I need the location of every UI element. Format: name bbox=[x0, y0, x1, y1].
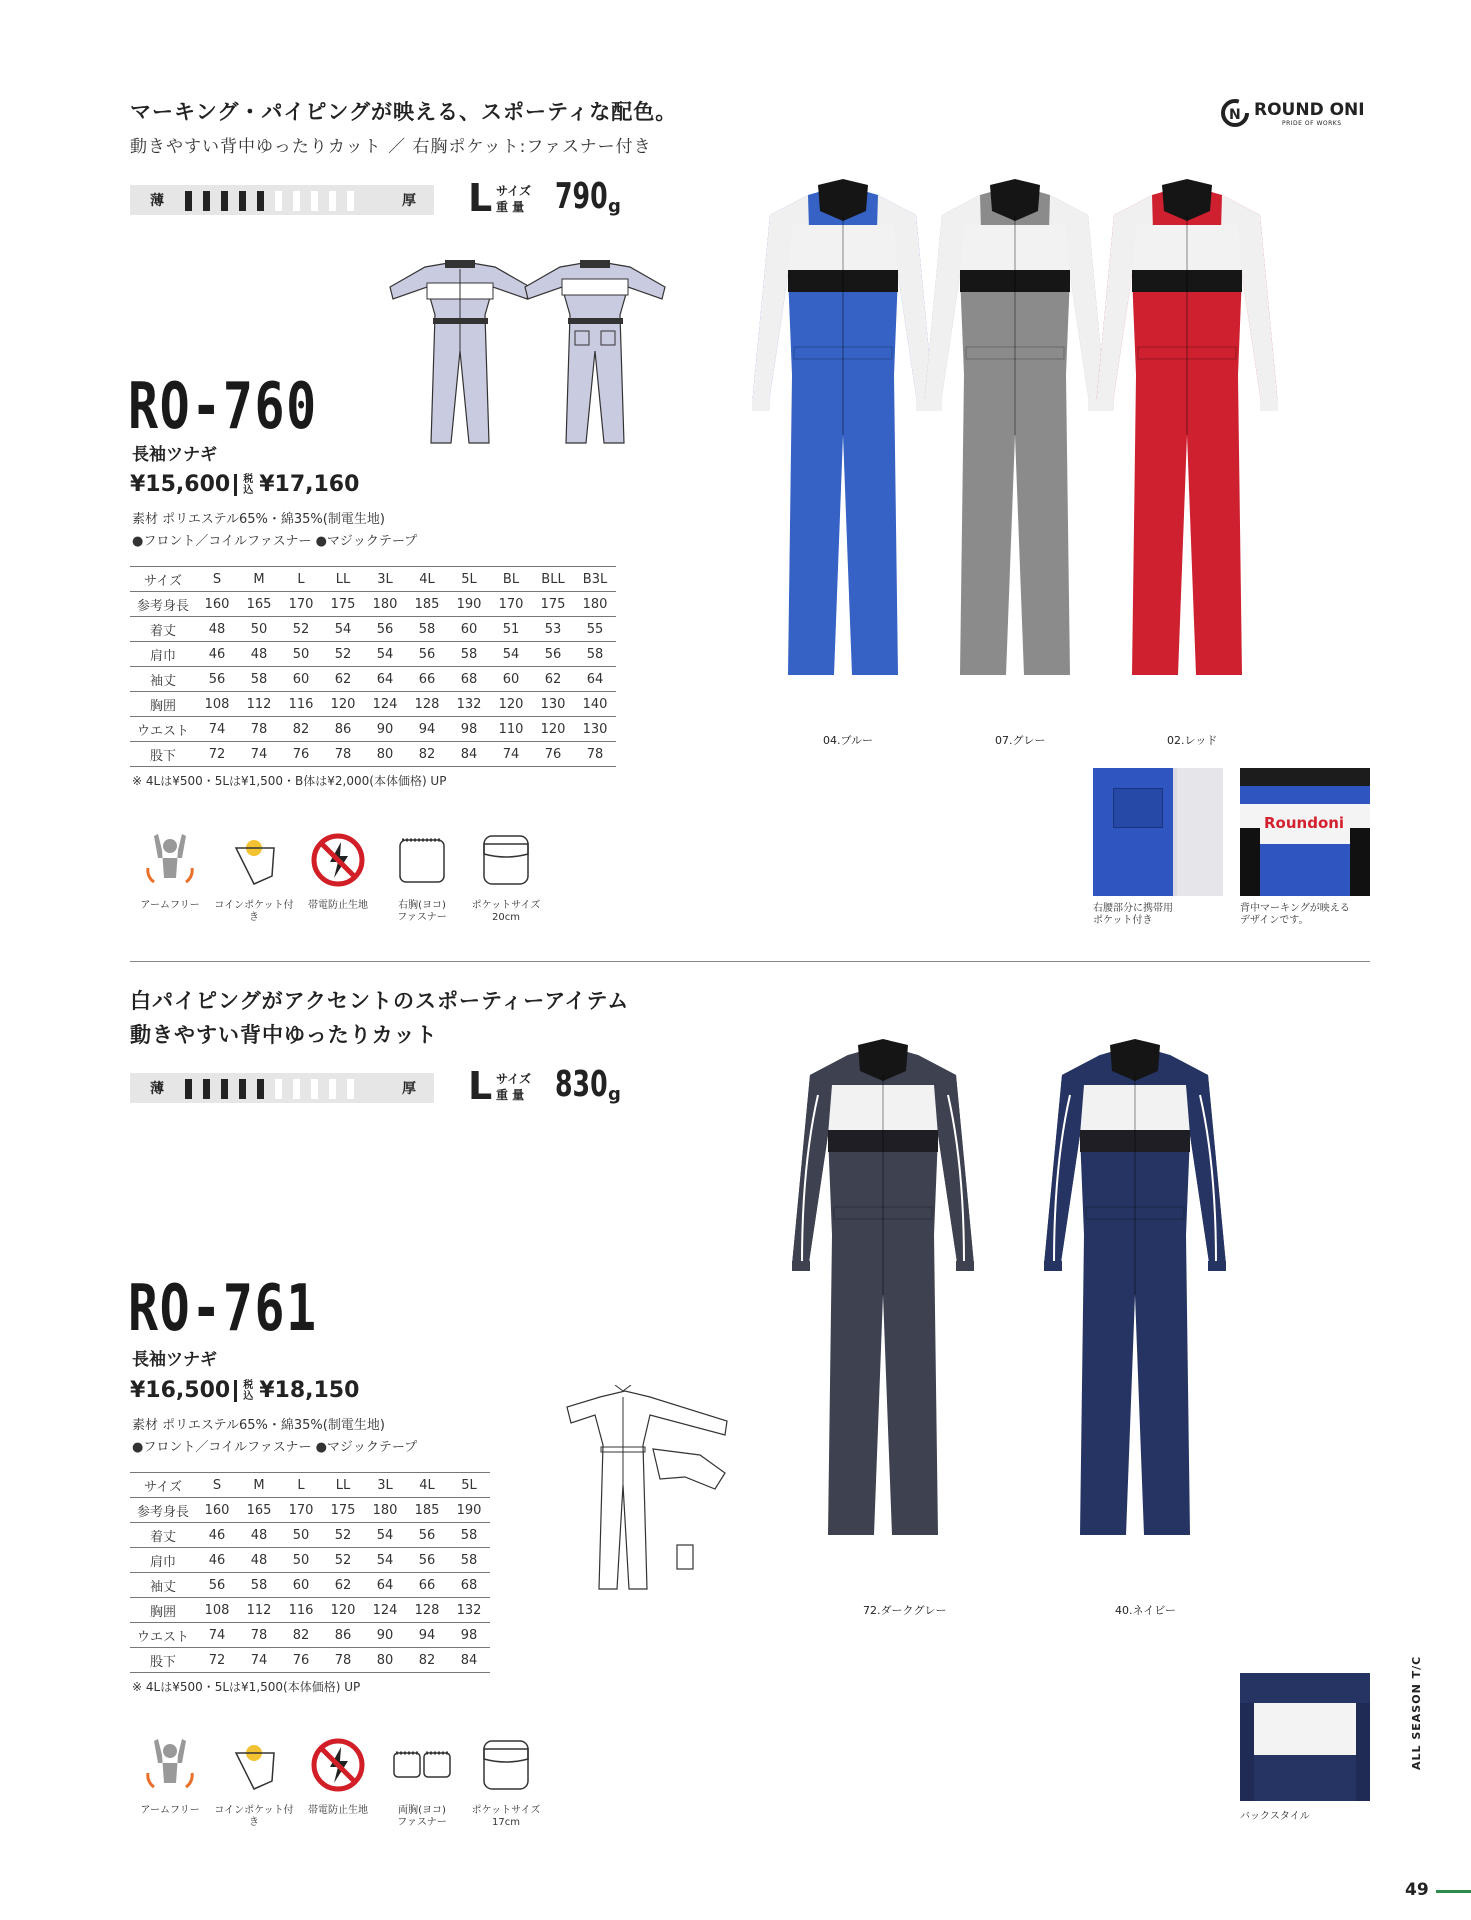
table-row bbox=[130, 1548, 490, 1573]
table-cell: 78 bbox=[322, 742, 364, 767]
table-cell: 86 bbox=[322, 717, 364, 742]
table-cell: 56 bbox=[196, 667, 238, 692]
table-cell: 165 bbox=[238, 592, 280, 617]
features-text: ●フロント／コイルファスナー ●マジックテープ bbox=[132, 534, 418, 549]
table-cell: 53 bbox=[532, 617, 574, 642]
pocket-size-icon bbox=[476, 830, 536, 894]
table-cell: 108 bbox=[196, 1598, 238, 1623]
table-cell: 130 bbox=[532, 692, 574, 717]
section1-subline: 動きやすい背中ゆったりカット ／ 右胸ポケット:ファスナー付き bbox=[130, 137, 652, 157]
table-cell: 62 bbox=[322, 667, 364, 692]
table-cell: 76 bbox=[280, 1648, 322, 1673]
table-cell: 54 bbox=[322, 617, 364, 642]
detail-caption-back-style: バックスタイル bbox=[1240, 1811, 1310, 1822]
feature-icon-label: アームフリー bbox=[140, 1805, 200, 1816]
table-cell: 116 bbox=[280, 1598, 322, 1623]
thickness-thick-label: 厚 bbox=[402, 1081, 416, 1097]
table-cell: 98 bbox=[448, 717, 490, 742]
table-cell: 120 bbox=[322, 692, 364, 717]
table-cell: 50 bbox=[238, 617, 280, 642]
table-row-label: サイズ bbox=[130, 1473, 196, 1498]
section2-headline-2: 動きやすい背中ゆったりカット bbox=[130, 1023, 438, 1047]
table-cell: 60 bbox=[490, 667, 532, 692]
table-cell: 46 bbox=[196, 1523, 238, 1548]
table-cell: 190 bbox=[448, 1498, 490, 1523]
detail-caption-pocket: 右腰部分に携帯用 ポケット付き bbox=[1093, 903, 1173, 926]
table-cell: 132 bbox=[448, 1598, 490, 1623]
table-cell: 50 bbox=[280, 642, 322, 667]
table-header-row bbox=[130, 1473, 490, 1498]
table-cell: S bbox=[196, 1473, 238, 1498]
table-cell: 60 bbox=[280, 1573, 322, 1598]
thickness-segment bbox=[221, 191, 228, 211]
pocket-size-icon bbox=[476, 1735, 536, 1799]
thickness-segment bbox=[311, 191, 318, 211]
thickness-segment bbox=[185, 191, 192, 211]
table-cell: LL bbox=[322, 1473, 364, 1498]
table-cell: 48 bbox=[238, 642, 280, 667]
table-row bbox=[130, 592, 616, 617]
thickness-segment bbox=[293, 1079, 300, 1099]
table-cell: 132 bbox=[448, 692, 490, 717]
table-cell: 62 bbox=[322, 1573, 364, 1598]
table-cell: 58 bbox=[574, 642, 616, 667]
table-cell: 58 bbox=[448, 1523, 490, 1548]
table-cell: 185 bbox=[406, 592, 448, 617]
tax-label-1: 税 bbox=[243, 1380, 254, 1391]
material-text: 素材 ポリエステル65%・綿35%(制電生地) bbox=[132, 1418, 385, 1433]
table-cell: 160 bbox=[196, 592, 238, 617]
table-cell: 180 bbox=[364, 1498, 406, 1523]
table-cell: 160 bbox=[196, 1498, 238, 1523]
table-cell: 112 bbox=[238, 692, 280, 717]
page-accent-bar bbox=[1436, 1890, 1471, 1893]
table-cell: 50 bbox=[280, 1548, 322, 1573]
table-row-label: 股下 bbox=[130, 742, 196, 767]
color-label: 07.グレー bbox=[995, 734, 1046, 747]
price-with-tax: ¥17,160 bbox=[259, 472, 360, 497]
table-cell: 120 bbox=[490, 692, 532, 717]
table-cell: 120 bbox=[322, 1598, 364, 1623]
table-cell: M bbox=[238, 1473, 280, 1498]
table-cell: 5L bbox=[448, 1473, 490, 1498]
weight-size: L bbox=[468, 176, 493, 220]
thickness-segment bbox=[275, 1079, 282, 1099]
table-cell: M bbox=[238, 567, 280, 592]
table-cell: 60 bbox=[280, 667, 322, 692]
table-row bbox=[130, 1623, 490, 1648]
table-row-label: 参考身長 bbox=[130, 592, 196, 617]
table-cell: 56 bbox=[196, 1573, 238, 1598]
table-header-row bbox=[130, 567, 616, 592]
table-cell: 54 bbox=[364, 1523, 406, 1548]
table-cell: 94 bbox=[406, 717, 448, 742]
price-with-tax: ¥18,150 bbox=[259, 1378, 360, 1403]
table-row bbox=[130, 642, 616, 667]
thickness-segment bbox=[293, 191, 300, 211]
color-label: 02.レッド bbox=[1167, 734, 1218, 747]
table-cell: 56 bbox=[406, 1548, 448, 1573]
price-base: ¥15,600 bbox=[130, 472, 231, 497]
svg-text:N: N bbox=[1229, 107, 1241, 123]
tax-label bbox=[243, 1380, 253, 1402]
table-cell: 48 bbox=[238, 1548, 280, 1573]
table-cell: 74 bbox=[196, 1623, 238, 1648]
table-cell: 120 bbox=[532, 717, 574, 742]
table-cell: 64 bbox=[364, 1573, 406, 1598]
coverall-photo bbox=[788, 1035, 978, 1559]
table-cell: 190 bbox=[448, 592, 490, 617]
product-kind: 長袖ツナギ bbox=[132, 445, 217, 465]
table-cell: 56 bbox=[406, 642, 448, 667]
table-cell: 170 bbox=[280, 592, 322, 617]
table-cell: 52 bbox=[322, 642, 364, 667]
thickness-segment bbox=[329, 191, 336, 211]
table-cell: 130 bbox=[574, 717, 616, 742]
table-cell: 80 bbox=[364, 742, 406, 767]
table-cell: 86 bbox=[322, 1623, 364, 1648]
table-cell: 78 bbox=[574, 742, 616, 767]
flat-sketch-front bbox=[565, 1385, 735, 1590]
table-row-label: 着丈 bbox=[130, 1523, 196, 1548]
table-cell: 180 bbox=[364, 592, 406, 617]
table-cell: 58 bbox=[448, 1548, 490, 1573]
section2-headline-1: 白パイピングがアクセントのスポーティーアイテム bbox=[130, 989, 630, 1013]
table-cell: 165 bbox=[238, 1498, 280, 1523]
table-cell: 82 bbox=[280, 717, 322, 742]
table-cell: LL bbox=[322, 567, 364, 592]
detail-photo-back-marking bbox=[1240, 768, 1370, 896]
table-cell: 50 bbox=[280, 1523, 322, 1548]
thickness-segment bbox=[203, 191, 210, 211]
table-cell: 4L bbox=[406, 1473, 448, 1498]
color-label: 40.ネイビー bbox=[1115, 1604, 1176, 1617]
table-cell: 68 bbox=[448, 1573, 490, 1598]
arm-free-icon bbox=[140, 1735, 200, 1799]
table-cell: 4L bbox=[406, 567, 448, 592]
table-cell: 90 bbox=[364, 1623, 406, 1648]
table-cell: 112 bbox=[238, 1598, 280, 1623]
both-chest-zipper-icon bbox=[392, 1735, 452, 1799]
flat-sketch-front-back bbox=[385, 255, 675, 445]
tax-label-2: 込 bbox=[243, 1391, 254, 1402]
table-row bbox=[130, 1523, 490, 1548]
table-row-label: 股下 bbox=[130, 1648, 196, 1673]
table-row bbox=[130, 742, 616, 767]
surcharge-note: ※ 4Lは¥500・5Lは¥1,500・B体は¥2,000(本体価格) UP bbox=[132, 774, 447, 788]
table-row-label: 胸囲 bbox=[130, 1598, 196, 1623]
table-row bbox=[130, 617, 616, 642]
price-line bbox=[130, 1378, 359, 1403]
detail-caption-back: 背中マーキングが映える デザインです。 bbox=[1240, 903, 1350, 926]
thickness-segment bbox=[311, 1079, 318, 1099]
table-row-label: 胸囲 bbox=[130, 692, 196, 717]
features-text: ●フロント／コイルファスナー ●マジックテープ bbox=[132, 1440, 418, 1455]
table-cell: 124 bbox=[364, 692, 406, 717]
price-divider bbox=[234, 1380, 237, 1402]
thickness-segment bbox=[329, 1079, 336, 1099]
thickness-segment bbox=[257, 1079, 264, 1099]
thickness-thin-label: 薄 bbox=[150, 1081, 164, 1097]
model-number: RO-760 bbox=[128, 370, 318, 444]
weight-unit: g bbox=[608, 1084, 621, 1105]
table-row-label: サイズ bbox=[130, 567, 196, 592]
table-cell: L bbox=[280, 567, 322, 592]
table-cell: 80 bbox=[364, 1648, 406, 1673]
antistatic-icon bbox=[308, 830, 368, 894]
thickness-segment bbox=[239, 191, 246, 211]
table-cell: 74 bbox=[238, 1648, 280, 1673]
table-cell: 58 bbox=[238, 1573, 280, 1598]
table-row bbox=[130, 1598, 490, 1623]
weight-key-weight: 重 量 bbox=[496, 1088, 525, 1102]
table-cell: 116 bbox=[280, 692, 322, 717]
table-cell: 128 bbox=[406, 692, 448, 717]
table-row bbox=[130, 1648, 490, 1673]
table-cell: B3L bbox=[574, 567, 616, 592]
size-table bbox=[130, 1472, 490, 1673]
table-row-label: 肩巾 bbox=[130, 1548, 196, 1573]
table-cell: 128 bbox=[406, 1598, 448, 1623]
table-cell: 76 bbox=[532, 742, 574, 767]
thickness-segment bbox=[257, 191, 264, 211]
color-label: 72.ダークグレー bbox=[863, 1604, 947, 1617]
table-row-label: 着丈 bbox=[130, 617, 196, 642]
weight-key-size: サイズ bbox=[496, 184, 532, 198]
feature-icon-label: コインポケット付き bbox=[214, 1805, 294, 1828]
feature-icon-label: 帯電防止生地 bbox=[308, 1805, 368, 1816]
table-cell: 82 bbox=[406, 1648, 448, 1673]
coin-pocket-icon bbox=[224, 830, 284, 894]
table-cell: 180 bbox=[574, 592, 616, 617]
table-row-label: 袖丈 bbox=[130, 1573, 196, 1598]
table-cell: 76 bbox=[280, 742, 322, 767]
table-cell: 54 bbox=[364, 1548, 406, 1573]
price-base: ¥16,500 bbox=[130, 1378, 231, 1403]
coverall-photo bbox=[748, 175, 938, 699]
table-cell: 56 bbox=[532, 642, 574, 667]
table-row bbox=[130, 1498, 490, 1523]
thickness-segment bbox=[203, 1079, 210, 1099]
detail-photo-back-style bbox=[1240, 1673, 1370, 1801]
table-cell: 52 bbox=[322, 1523, 364, 1548]
table-cell: 48 bbox=[238, 1523, 280, 1548]
table-row-label: 肩巾 bbox=[130, 642, 196, 667]
table-cell: 54 bbox=[364, 642, 406, 667]
table-cell: BL bbox=[490, 567, 532, 592]
weight-size: L bbox=[468, 1064, 493, 1108]
size-table bbox=[130, 566, 616, 767]
back-marking-text: Roundoni bbox=[1264, 814, 1345, 832]
arm-free-icon bbox=[140, 830, 200, 894]
model-number: RO-761 bbox=[128, 1272, 318, 1346]
table-cell: 56 bbox=[364, 617, 406, 642]
table-cell: 3L bbox=[364, 1473, 406, 1498]
table-cell: 108 bbox=[196, 692, 238, 717]
table-cell: 84 bbox=[448, 1648, 490, 1673]
table-cell: 60 bbox=[448, 617, 490, 642]
table-row bbox=[130, 1573, 490, 1598]
coverall-photo bbox=[920, 175, 1110, 699]
table-cell: 52 bbox=[322, 1548, 364, 1573]
feature-icon-label: ポケットサイズ 20cm bbox=[471, 900, 541, 923]
weight-unit: g bbox=[608, 196, 621, 217]
surcharge-note: ※ 4Lは¥500・5Lは¥1,500(本体価格) UP bbox=[132, 1680, 361, 1694]
table-cell: 51 bbox=[490, 617, 532, 642]
thickness-scale bbox=[130, 1073, 434, 1103]
weight-value: 790 bbox=[555, 176, 608, 217]
thickness-segment bbox=[275, 191, 282, 211]
thickness-segment bbox=[185, 1079, 192, 1099]
table-cell: 94 bbox=[406, 1623, 448, 1648]
thickness-segment bbox=[221, 1079, 228, 1099]
weight-value: 830 bbox=[555, 1064, 608, 1105]
section-divider bbox=[130, 961, 1370, 962]
thickness-segment bbox=[347, 1079, 354, 1099]
table-cell: 175 bbox=[322, 592, 364, 617]
coverall-photo bbox=[1092, 175, 1282, 699]
table-cell: 58 bbox=[238, 667, 280, 692]
table-row bbox=[130, 692, 616, 717]
tax-label-1: 税 bbox=[243, 474, 254, 485]
feature-icon-label: 両胸(ヨコ) ファスナー bbox=[397, 1805, 447, 1828]
table-cell: 3L bbox=[364, 567, 406, 592]
table-cell: 170 bbox=[280, 1498, 322, 1523]
table-cell: 64 bbox=[574, 667, 616, 692]
table-cell: 72 bbox=[196, 742, 238, 767]
detail-photo-pocket bbox=[1093, 768, 1223, 896]
thickness-segment bbox=[347, 191, 354, 211]
tax-label bbox=[243, 474, 253, 496]
table-cell: 56 bbox=[406, 1523, 448, 1548]
table-cell: 185 bbox=[406, 1498, 448, 1523]
table-cell: 58 bbox=[448, 642, 490, 667]
table-cell: 52 bbox=[280, 617, 322, 642]
table-cell: 66 bbox=[406, 1573, 448, 1598]
table-cell: 46 bbox=[196, 1548, 238, 1573]
table-row bbox=[130, 667, 616, 692]
table-cell: 82 bbox=[406, 742, 448, 767]
price-divider bbox=[234, 474, 237, 496]
brand-name: ROUND ONI bbox=[1254, 100, 1365, 120]
table-cell: BLL bbox=[532, 567, 574, 592]
feature-icon-label: アームフリー bbox=[140, 900, 200, 911]
table-cell: 54 bbox=[490, 642, 532, 667]
table-cell: 74 bbox=[490, 742, 532, 767]
table-cell: 5L bbox=[448, 567, 490, 592]
weight-key-size: サイズ bbox=[496, 1072, 532, 1086]
coin-pocket-icon bbox=[224, 1735, 284, 1799]
antistatic-icon bbox=[308, 1735, 368, 1799]
table-row-label: ウエスト bbox=[130, 717, 196, 742]
weight-key-weight: 重 量 bbox=[496, 200, 525, 214]
table-cell: 74 bbox=[238, 742, 280, 767]
feature-icon-label: ポケットサイズ 17cm bbox=[471, 1805, 541, 1828]
product-kind: 長袖ツナギ bbox=[132, 1350, 217, 1370]
thickness-scale bbox=[130, 185, 434, 215]
table-cell: 62 bbox=[532, 667, 574, 692]
feature-icon-label: 帯電防止生地 bbox=[308, 900, 368, 911]
table-cell: 78 bbox=[322, 1648, 364, 1673]
brand-tagline: PRIDE OF WORKS bbox=[1282, 120, 1342, 127]
table-cell: 72 bbox=[196, 1648, 238, 1673]
table-cell: 66 bbox=[406, 667, 448, 692]
table-cell: 55 bbox=[574, 617, 616, 642]
material-text: 素材 ポリエステル65%・綿35%(制電生地) bbox=[132, 512, 385, 527]
table-cell: S bbox=[196, 567, 238, 592]
feature-icon-label: 右胸(ヨコ) ファスナー bbox=[397, 900, 447, 923]
table-cell: 48 bbox=[196, 617, 238, 642]
color-label: 04.ブルー bbox=[823, 734, 874, 747]
thickness-segment bbox=[239, 1079, 246, 1099]
thickness-thin-label: 薄 bbox=[150, 193, 164, 209]
table-cell: 78 bbox=[238, 1623, 280, 1648]
table-cell: 124 bbox=[364, 1598, 406, 1623]
tax-label-2: 込 bbox=[243, 485, 254, 496]
brand-logo bbox=[1220, 96, 1370, 130]
table-cell: 98 bbox=[448, 1623, 490, 1648]
table-cell: 68 bbox=[448, 667, 490, 692]
coverall-photo bbox=[1040, 1035, 1230, 1559]
thickness-thick-label: 厚 bbox=[402, 193, 416, 209]
table-row-label: ウエスト bbox=[130, 1623, 196, 1648]
table-cell: 175 bbox=[322, 1498, 364, 1523]
table-row bbox=[130, 717, 616, 742]
table-cell: 110 bbox=[490, 717, 532, 742]
table-cell: L bbox=[280, 1473, 322, 1498]
section1-headline: マーキング・パイピングが映える、スポーティな配色。 bbox=[130, 100, 678, 124]
table-row-label: 袖丈 bbox=[130, 667, 196, 692]
table-cell: 170 bbox=[490, 592, 532, 617]
right-chest-zipper-icon bbox=[392, 830, 452, 894]
table-row-label: 参考身長 bbox=[130, 1498, 196, 1523]
table-cell: 58 bbox=[406, 617, 448, 642]
table-cell: 140 bbox=[574, 692, 616, 717]
table-cell: 74 bbox=[196, 717, 238, 742]
table-cell: 46 bbox=[196, 642, 238, 667]
table-cell: 84 bbox=[448, 742, 490, 767]
feature-icon-label: コインポケット付き bbox=[214, 900, 294, 923]
table-cell: 82 bbox=[280, 1623, 322, 1648]
round-oni-logo-icon bbox=[1220, 98, 1250, 128]
price-line bbox=[130, 472, 359, 497]
page-number: 49 bbox=[1405, 1880, 1429, 1900]
table-cell: 78 bbox=[238, 717, 280, 742]
table-cell: 90 bbox=[364, 717, 406, 742]
side-category-label: ALL SEASON T/C bbox=[1410, 1655, 1423, 1770]
table-cell: 175 bbox=[532, 592, 574, 617]
table-cell: 64 bbox=[364, 667, 406, 692]
